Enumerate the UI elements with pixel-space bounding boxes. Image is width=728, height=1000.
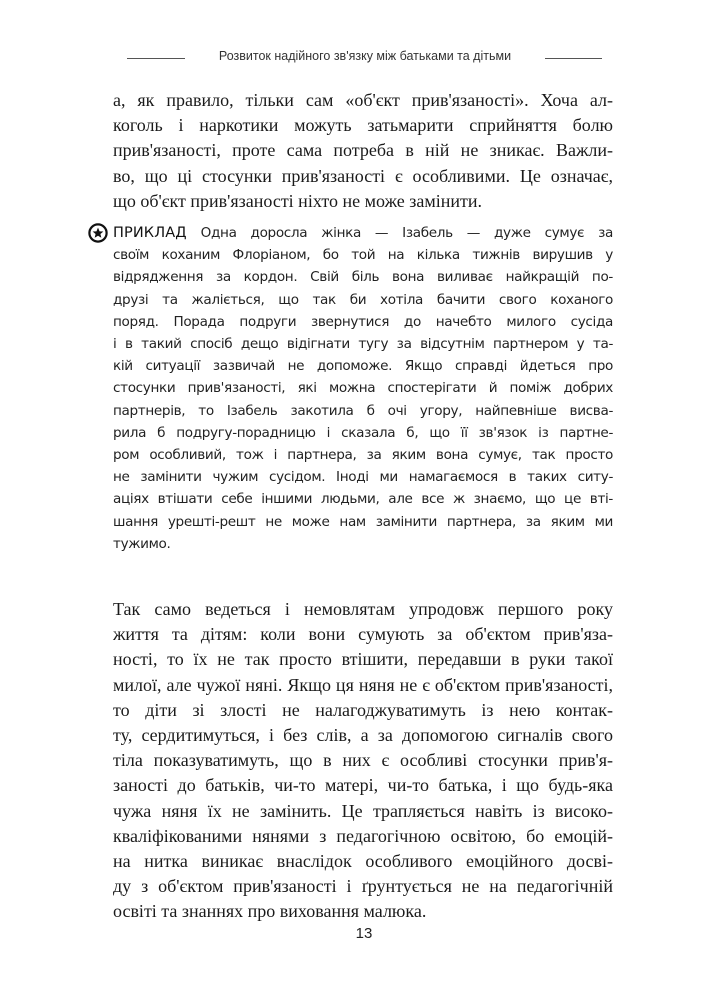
paragraph-line: що об'єкт прив'язаності ніхто не може замінити. [113,190,483,211]
example-line: кій ситуації зазвичай не допоможе. Якщо справді йдеться про [113,358,613,375]
paragraph-line: то діти зі злості не налагоджуватимуть із нею контак- [113,699,613,720]
paragraph-line: ту, сердитимуться, і без слів, а за допомогою сигналів свого [113,725,613,746]
example-line: партнерів, то Ізабель закотила б очі угору, найпевніше висва- [113,402,613,419]
header-title: Розвиток надійного зв'язку між батьками та дітьми [218,49,512,63]
paragraph-line: прив'язаності, проте сама потреба в ній не зникає. Важли- [113,140,613,161]
example-line: тужимо. [113,535,171,552]
running-header [0,48,728,68]
example-box [113,222,613,555]
page-number: 13 [355,925,373,942]
paragraph-line: заності до батьків, чи-то матері, чи-то батька, і що будь-яка [113,775,613,796]
example-line: шання урешті-решт не може нам замінити партнера, за яким ми [113,513,613,530]
paragraph-line: во, що ці стосунки прив'язаності є особливими. Це означає, [113,165,613,186]
example-line: не замінити чужим сусідом. Іноді ми намагаємося в таких ситу- [113,469,613,486]
example-line: рила б подругу-порадницю і сказала б, що її зв'язок із партне- [113,424,613,441]
paragraph-line: кваліфікованими нянями з педагогічною освітою, бо емоцій- [113,825,613,846]
paragraph-line: на нитка виникає внаслідок особливого емоційного досві- [113,851,613,872]
header-rule-left [127,58,185,59]
example-line: друзі та жаліється, що так би хотіла бачити свого коханого [113,291,613,308]
paragraph-line: а, як правило, тільки сам «об'єкт прив'язаності». Хоча ал- [113,90,613,110]
paragraph-1 [113,88,613,214]
paragraph-2 [113,597,613,925]
paragraph-line: тіла показуватимуть, що в них є особливі стосунки прив'я- [113,750,613,771]
paragraph-line: милої, але чужої няні. Якщо ця няня не є об'єктом прив'язаності, [113,674,613,695]
example-line: поряд. Порада подруги звернутися до начебто милого сусіда [113,313,613,330]
paragraph-line: життя та дітям: коли вони сумують за об'єктом прив'яза- [113,624,613,645]
header-rule-right [545,58,602,59]
paragraph-line: чужа няня їх не замінить. Це трапляється навіть із високо- [113,800,613,821]
paragraph-line: освіті та знаннях про виховання малюка. [113,901,427,922]
example-line: аціях втішати себе іншими людьми, але все ж знаємо, що це вті- [113,491,613,508]
example-line: стосунки прив'язаності, які можна спостерігати й поміж добрих [113,380,613,397]
paragraph-line: коголь і наркотики можуть затьмарити сприйняття болю [113,115,613,136]
example-line: своїм коханим Флоріаном, бо той на кілька тижнів вирушив у [113,247,613,264]
example-label: ПРИКЛАД [113,225,187,241]
example-line: відрядження за кордон. Свій біль вона виливає найкращій по- [113,269,613,286]
example-line: і в такий спосіб дещо відігнати тугу за відсутнім партнером у та- [113,336,613,353]
paragraph-line: Так само ведеться і немовлятам упродовж першого року [113,599,613,619]
star-circle-icon [88,223,108,243]
paragraph-line: ності, то їх не так просто втішити, передавши в руки такої [113,649,613,670]
example-first-line [113,222,613,244]
example-line: ром особливий, тож і партнера, за яким вона сумує, так просто [113,447,613,464]
paragraph-line: ду з об'єктом прив'язаності і ґрунтується не на педагогічній [113,876,613,897]
example-line-rest: Одна доросла жінка — Ізабель — дуже сумує за [186,225,613,241]
